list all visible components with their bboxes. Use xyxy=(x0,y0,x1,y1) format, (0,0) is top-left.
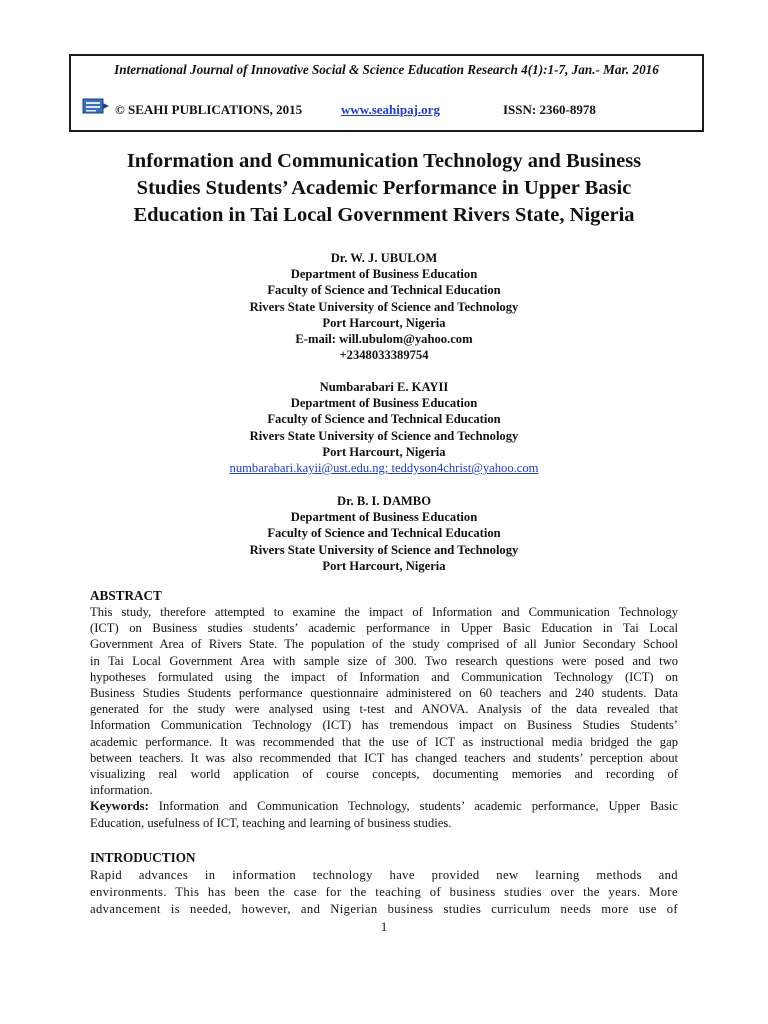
author-university: Rivers State University of Science and Technology xyxy=(249,542,519,557)
journal-website-link[interactable]: www.seahipaj.org xyxy=(341,102,440,117)
author-phone: +2348033389754 xyxy=(339,348,429,363)
keywords-line: Education, usefulness of ICT, teaching and learning of business studies. xyxy=(90,815,452,830)
author-2-affiliation xyxy=(150,379,618,476)
author-name: Numbarabari E. KAYII xyxy=(319,380,449,394)
abstract-heading: ABSTRACT xyxy=(90,588,162,603)
page-number: 1 xyxy=(380,920,388,934)
issn: ISSN: 2360-8978 xyxy=(503,102,596,117)
author-faculty: Faculty of Science and Technical Education xyxy=(267,412,501,427)
abstract-line: generated for the study were analysed using t-test and ANOVA. Analysis of the data revealed that xyxy=(90,702,678,717)
introduction-line: advancement is needed, however, and Nigerian business studies curriculum needs more use of xyxy=(90,902,678,916)
abstract-text xyxy=(90,604,678,831)
author-name: Dr. W. J. UBULOM xyxy=(330,251,438,265)
title-line: Education in Tai Local Government Rivers State, Nigeria xyxy=(133,204,635,226)
author-university: Rivers State University of Science and Technology xyxy=(249,428,519,443)
journal-header-box xyxy=(69,54,704,132)
author-department: Department of Business Education xyxy=(290,510,478,525)
introduction-heading: INTRODUCTION xyxy=(90,850,196,865)
author-name: Dr. B. I. DAMBO xyxy=(337,494,431,508)
keywords-text: Information and Communication Technology, students’ academic performance, Upper Basic xyxy=(158,799,678,814)
paper-title xyxy=(60,148,708,229)
abstract-line: in Tai Local Government Area with sample size of 300. Two research questions were posed and two xyxy=(90,653,678,668)
introduction-text xyxy=(90,867,678,918)
author-1-affiliation xyxy=(150,250,618,363)
abstract-line: academic performance. It was recommended that the use of ICT as instructional media bridged the gap xyxy=(90,734,678,749)
author-faculty: Faculty of Science and Technical Education xyxy=(267,526,501,541)
abstract-line: hypotheses formulated using the impact of Information and Communication Technology (ICT) on xyxy=(90,669,678,684)
author-city: Port Harcourt, Nigeria xyxy=(322,444,446,459)
author-email-link[interactable]: numbarabari.kayii@ust.edu.ng; teddyson4christ@yahoo.com xyxy=(229,461,539,476)
abstract-line: Information Communication Technology (ICT) has tremendous impact on Business Studies Students’ xyxy=(90,718,678,733)
author-city: Port Harcourt, Nigeria xyxy=(322,315,446,330)
author-faculty: Faculty of Science and Technical Education xyxy=(267,283,501,298)
publication-info-row xyxy=(81,100,692,120)
abstract-line: information. xyxy=(90,783,153,798)
abstract-line: (ICT) on Business studies students’ academic performance in Upper Basic Education in Tai Local xyxy=(90,621,678,636)
author-department: Department of Business Education xyxy=(290,396,478,411)
author-department: Department of Business Education xyxy=(290,267,478,282)
author-university: Rivers State University of Science and Technology xyxy=(249,299,519,314)
document-stack-icon xyxy=(81,96,111,116)
author-city: Port Harcourt, Nigeria xyxy=(322,558,446,573)
author-3-affiliation xyxy=(150,493,618,574)
introduction-line: environments. This has been the case for the teaching of business studies over the years. More xyxy=(90,885,678,899)
title-line: Studies Students’ Academic Performance in Upper Basic xyxy=(136,177,632,199)
introduction-line: Rapid advances in information technology have provided new learning methods and xyxy=(90,868,678,882)
abstract-line: Business Studies Students performance questionnaire administered on 60 teachers and 240 students. Data xyxy=(90,686,678,701)
author-email: E-mail: will.ubulom@yahoo.com xyxy=(295,332,473,347)
abstract-line: between teachers. It was also recommended that ICT has changed teachers and students’ perception about xyxy=(90,750,678,765)
keywords-label: Keywords: xyxy=(90,799,149,814)
abstract-line: This study, therefore attempted to examine the impact of Information and Communication Technology xyxy=(90,605,678,619)
abstract-line: visualizing real world application of course concepts, documenting memories and recording of xyxy=(90,767,678,782)
title-line: Information and Communication Technology and Business xyxy=(126,150,642,172)
keywords-line xyxy=(90,798,678,814)
journal-citation: International Journal of Innovative Social & Science Education Research 4(1):1-7, Jan.- Mar. 2016 xyxy=(114,62,659,77)
abstract-line: Government Area of Rivers State. The population of the study comprised of all Junior Secondary School xyxy=(90,637,678,652)
publisher: © SEAHI PUBLICATIONS, 2015 xyxy=(115,102,303,117)
